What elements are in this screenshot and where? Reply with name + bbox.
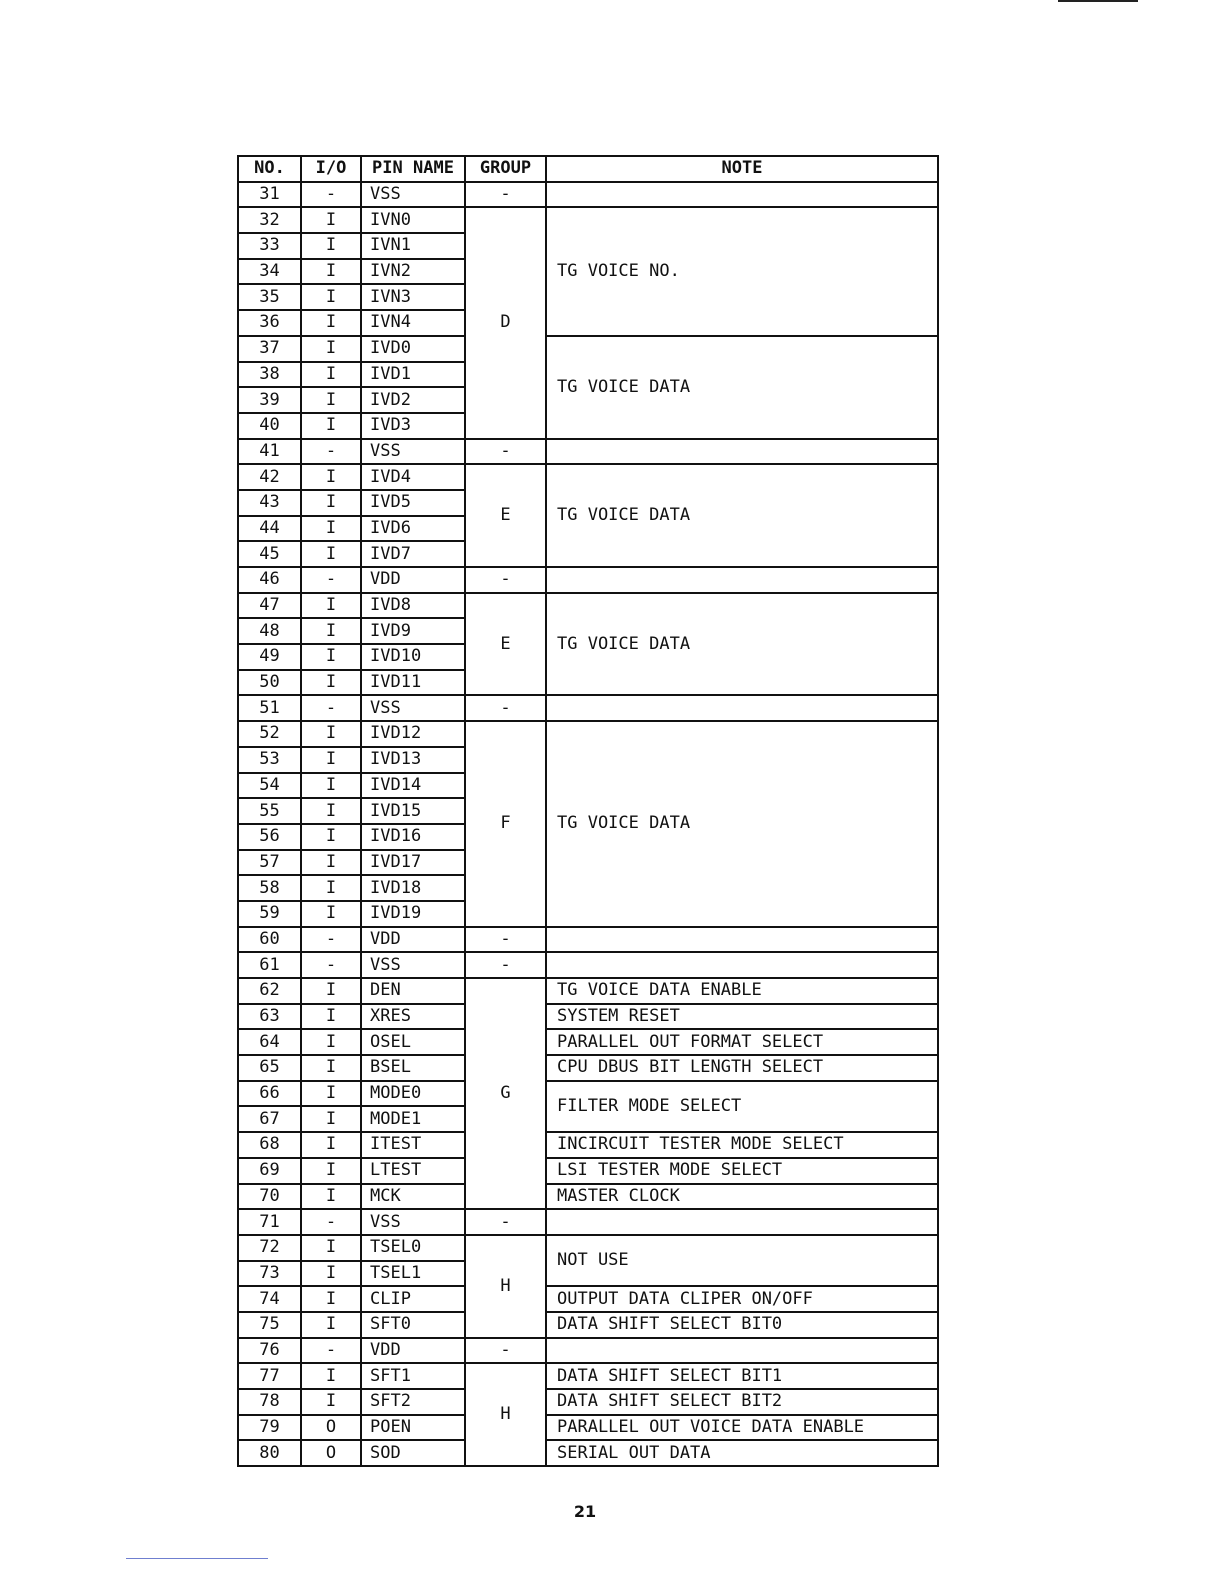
pin-io: - [301, 695, 361, 721]
pin-io: I [301, 310, 361, 336]
pin-name: SFT1 [361, 1363, 465, 1389]
pin-name: IVD0 [361, 336, 465, 362]
pin-number: 60 [238, 927, 301, 953]
table-row [238, 1286, 938, 1312]
header-row [238, 156, 938, 182]
pin-note [546, 439, 938, 465]
pin-io: I [301, 644, 361, 670]
bottom-rule [126, 1558, 268, 1559]
table-row [238, 207, 938, 233]
pin-name: POEN [361, 1415, 465, 1441]
pin-number: 56 [238, 824, 301, 850]
pin-group: D [465, 207, 546, 438]
pin-io: I [301, 978, 361, 1004]
pin-io: - [301, 952, 361, 978]
pin-number: 46 [238, 567, 301, 593]
pin-name: IVD19 [361, 901, 465, 927]
pin-group: - [465, 182, 546, 208]
pin-name: SFT0 [361, 1312, 465, 1338]
pin-name: SFT2 [361, 1389, 465, 1415]
pin-number: 62 [238, 978, 301, 1004]
pin-io: I [301, 516, 361, 542]
pin-io: I [301, 875, 361, 901]
pin-number: 43 [238, 490, 301, 516]
pin-note [546, 1209, 938, 1235]
pin-io: I [301, 362, 361, 388]
pin-io: I [301, 1312, 361, 1338]
pin-io: I [301, 1004, 361, 1030]
pin-name: IVD5 [361, 490, 465, 516]
pin-group: E [465, 593, 546, 696]
pin-io: I [301, 490, 361, 516]
pin-note: CPU DBUS BIT LENGTH SELECT [546, 1055, 938, 1081]
pin-io: I [301, 901, 361, 927]
pin-note [546, 1338, 938, 1364]
header-note: NOTE [546, 156, 938, 182]
pin-note: DATA SHIFT SELECT BIT0 [546, 1312, 938, 1338]
pin-io: I [301, 336, 361, 362]
table-row [238, 1415, 938, 1441]
pin-name: IVN1 [361, 233, 465, 259]
pin-number: 58 [238, 875, 301, 901]
pin-name: IVD7 [361, 541, 465, 567]
pin-name: IVD16 [361, 824, 465, 850]
table-row [238, 464, 938, 490]
pin-io: I [301, 1235, 361, 1261]
pin-io: I [301, 670, 361, 696]
pin-number: 39 [238, 387, 301, 413]
pin-number: 59 [238, 901, 301, 927]
pin-name: MCK [361, 1184, 465, 1210]
pin-note: PARALLEL OUT VOICE DATA ENABLE [546, 1415, 938, 1441]
pin-number: 31 [238, 182, 301, 208]
pin-number: 55 [238, 798, 301, 824]
pin-number: 35 [238, 284, 301, 310]
pin-number: 37 [238, 336, 301, 362]
pin-io: - [301, 1209, 361, 1235]
pin-number: 80 [238, 1440, 301, 1466]
pin-name: IVD12 [361, 721, 465, 747]
pin-name: IVD11 [361, 670, 465, 696]
pin-io: I [301, 747, 361, 773]
pin-name: IVN4 [361, 310, 465, 336]
pin-io: I [301, 773, 361, 799]
pin-number: 70 [238, 1184, 301, 1210]
pin-name: IVD8 [361, 593, 465, 619]
pin-note: SYSTEM RESET [546, 1004, 938, 1030]
pin-number: 69 [238, 1158, 301, 1184]
pin-note: DATA SHIFT SELECT BIT1 [546, 1363, 938, 1389]
pin-note: NOT USE [546, 1235, 938, 1286]
pin-number: 48 [238, 618, 301, 644]
page-number: 21 [573, 1502, 597, 1521]
pin-name: ITEST [361, 1132, 465, 1158]
pin-number: 67 [238, 1106, 301, 1132]
pin-number: 65 [238, 1055, 301, 1081]
pin-io: I [301, 233, 361, 259]
pin-number: 64 [238, 1029, 301, 1055]
pin-io: I [301, 1158, 361, 1184]
pin-name: IVD13 [361, 747, 465, 773]
pin-group: H [465, 1363, 546, 1466]
pin-number: 32 [238, 207, 301, 233]
pin-note: TG VOICE NO. [546, 207, 938, 335]
pin-name: TSEL1 [361, 1261, 465, 1287]
pin-name: SOD [361, 1440, 465, 1466]
pin-number: 72 [238, 1235, 301, 1261]
header-io: I/O [301, 156, 361, 182]
pin-number: 38 [238, 362, 301, 388]
pin-name: IVD14 [361, 773, 465, 799]
pin-number: 50 [238, 670, 301, 696]
pin-io: I [301, 259, 361, 285]
pin-number: 47 [238, 593, 301, 619]
pin-io: I [301, 1286, 361, 1312]
table-row [238, 1081, 938, 1107]
pin-io: I [301, 284, 361, 310]
pin-note: TG VOICE DATA [546, 336, 938, 439]
table-row [238, 1004, 938, 1030]
table-row [238, 1029, 938, 1055]
pin-name: OSEL [361, 1029, 465, 1055]
pin-note: MASTER CLOCK [546, 1184, 938, 1210]
table-row [238, 336, 938, 362]
pin-number: 61 [238, 952, 301, 978]
pin-name: IVN3 [361, 284, 465, 310]
pin-number: 49 [238, 644, 301, 670]
pin-name: VSS [361, 1209, 465, 1235]
pin-number: 34 [238, 259, 301, 285]
pin-number: 76 [238, 1338, 301, 1364]
table-row [238, 1312, 938, 1338]
pin-group: H [465, 1235, 546, 1338]
pin-number: 73 [238, 1261, 301, 1287]
pin-io: I [301, 1081, 361, 1107]
pin-note: DATA SHIFT SELECT BIT2 [546, 1389, 938, 1415]
header-pin-name: PIN NAME [361, 156, 465, 182]
pin-note [546, 927, 938, 953]
pin-name: MODE0 [361, 1081, 465, 1107]
pin-name: IVD17 [361, 850, 465, 876]
pin-name: IVD3 [361, 413, 465, 439]
pin-number: 66 [238, 1081, 301, 1107]
top-rule [1058, 0, 1138, 2]
pin-note: OUTPUT DATA CLIPER ON/OFF [546, 1286, 938, 1312]
pin-io: I [301, 1132, 361, 1158]
pin-group: - [465, 695, 546, 721]
table-row [238, 1209, 938, 1235]
pin-number: 40 [238, 413, 301, 439]
pin-number: 45 [238, 541, 301, 567]
pin-io: O [301, 1440, 361, 1466]
pin-io: I [301, 541, 361, 567]
pin-name: IVD10 [361, 644, 465, 670]
pin-io: I [301, 464, 361, 490]
pin-io: I [301, 1184, 361, 1210]
pin-name: VSS [361, 952, 465, 978]
pin-io: I [301, 721, 361, 747]
pin-note [546, 567, 938, 593]
pin-io: I [301, 824, 361, 850]
pin-note: TG VOICE DATA ENABLE [546, 978, 938, 1004]
pin-io: - [301, 182, 361, 208]
pin-note: INCIRCUIT TESTER MODE SELECT [546, 1132, 938, 1158]
pin-number: 63 [238, 1004, 301, 1030]
pin-name: XRES [361, 1004, 465, 1030]
pin-group: - [465, 439, 546, 465]
pin-rows [238, 182, 938, 1466]
table-row [238, 927, 938, 953]
pin-name: IVD6 [361, 516, 465, 542]
pin-io: I [301, 1389, 361, 1415]
pin-name: IVD4 [361, 464, 465, 490]
table-row [238, 593, 938, 619]
table-row [238, 567, 938, 593]
pin-number: 57 [238, 850, 301, 876]
pin-io: - [301, 567, 361, 593]
pin-number: 54 [238, 773, 301, 799]
pin-group: - [465, 567, 546, 593]
pin-number: 68 [238, 1132, 301, 1158]
pin-io: O [301, 1415, 361, 1441]
pin-io: - [301, 439, 361, 465]
pin-io: I [301, 207, 361, 233]
pin-number: 77 [238, 1363, 301, 1389]
pin-name: BSEL [361, 1055, 465, 1081]
pin-number: 41 [238, 439, 301, 465]
pin-io: I [301, 1261, 361, 1287]
pin-io: I [301, 1055, 361, 1081]
table-row [238, 1132, 938, 1158]
pin-group: E [465, 464, 546, 567]
table-row [238, 1363, 938, 1389]
pin-number: 71 [238, 1209, 301, 1235]
pin-name: IVN2 [361, 259, 465, 285]
pin-group: - [465, 1338, 546, 1364]
pin-group: F [465, 721, 546, 927]
pin-number: 33 [238, 233, 301, 259]
pin-name: VSS [361, 695, 465, 721]
pin-name: TSEL0 [361, 1235, 465, 1261]
table-row [238, 978, 938, 1004]
table-row [238, 1055, 938, 1081]
header-no: NO. [238, 156, 301, 182]
pin-group: G [465, 978, 546, 1209]
pin-name: VDD [361, 1338, 465, 1364]
pin-io: I [301, 850, 361, 876]
pin-note: TG VOICE DATA [546, 593, 938, 696]
pin-number: 75 [238, 1312, 301, 1338]
table-row [238, 439, 938, 465]
pin-name: IVD1 [361, 362, 465, 388]
pin-number: 74 [238, 1286, 301, 1312]
table-row [238, 1158, 938, 1184]
pin-name: IVD2 [361, 387, 465, 413]
pin-io: I [301, 618, 361, 644]
pin-table [237, 155, 939, 1467]
pin-name: VDD [361, 567, 465, 593]
pin-note: TG VOICE DATA [546, 721, 938, 927]
pin-io: I [301, 413, 361, 439]
pin-name: VSS [361, 182, 465, 208]
pin-io: I [301, 1029, 361, 1055]
pin-name: IVD18 [361, 875, 465, 901]
pin-group: - [465, 1209, 546, 1235]
pin-io: I [301, 387, 361, 413]
pin-name: IVD9 [361, 618, 465, 644]
pin-io: I [301, 1106, 361, 1132]
table-row [238, 695, 938, 721]
pin-io: I [301, 798, 361, 824]
pin-number: 44 [238, 516, 301, 542]
pin-note [546, 182, 938, 208]
pin-group: - [465, 952, 546, 978]
pin-name: DEN [361, 978, 465, 1004]
pin-name: LTEST [361, 1158, 465, 1184]
table-row [238, 1235, 938, 1261]
pin-number: 36 [238, 310, 301, 336]
pin-number: 51 [238, 695, 301, 721]
pin-io: - [301, 927, 361, 953]
pin-name: IVD15 [361, 798, 465, 824]
pin-name: MODE1 [361, 1106, 465, 1132]
pin-io: - [301, 1338, 361, 1364]
pin-number: 53 [238, 747, 301, 773]
table-row [238, 721, 938, 747]
pin-note: PARALLEL OUT FORMAT SELECT [546, 1029, 938, 1055]
header-group: GROUP [465, 156, 546, 182]
table-row [238, 1184, 938, 1210]
pin-group: - [465, 927, 546, 953]
pin-number: 52 [238, 721, 301, 747]
pin-note: TG VOICE DATA [546, 464, 938, 567]
pin-io: I [301, 593, 361, 619]
pin-number: 79 [238, 1415, 301, 1441]
pin-number: 78 [238, 1389, 301, 1415]
table-row [238, 952, 938, 978]
pin-number: 42 [238, 464, 301, 490]
pin-note: FILTER MODE SELECT [546, 1081, 938, 1132]
pin-name: VSS [361, 439, 465, 465]
pin-note [546, 695, 938, 721]
table-row [238, 182, 938, 208]
table-row [238, 1440, 938, 1466]
table-row [238, 1389, 938, 1415]
pin-note: LSI TESTER MODE SELECT [546, 1158, 938, 1184]
pin-name: VDD [361, 927, 465, 953]
table-row [238, 1338, 938, 1364]
pin-name: CLIP [361, 1286, 465, 1312]
pin-name: IVN0 [361, 207, 465, 233]
pin-note [546, 952, 938, 978]
pin-io: I [301, 1363, 361, 1389]
pin-note: SERIAL OUT DATA [546, 1440, 938, 1466]
